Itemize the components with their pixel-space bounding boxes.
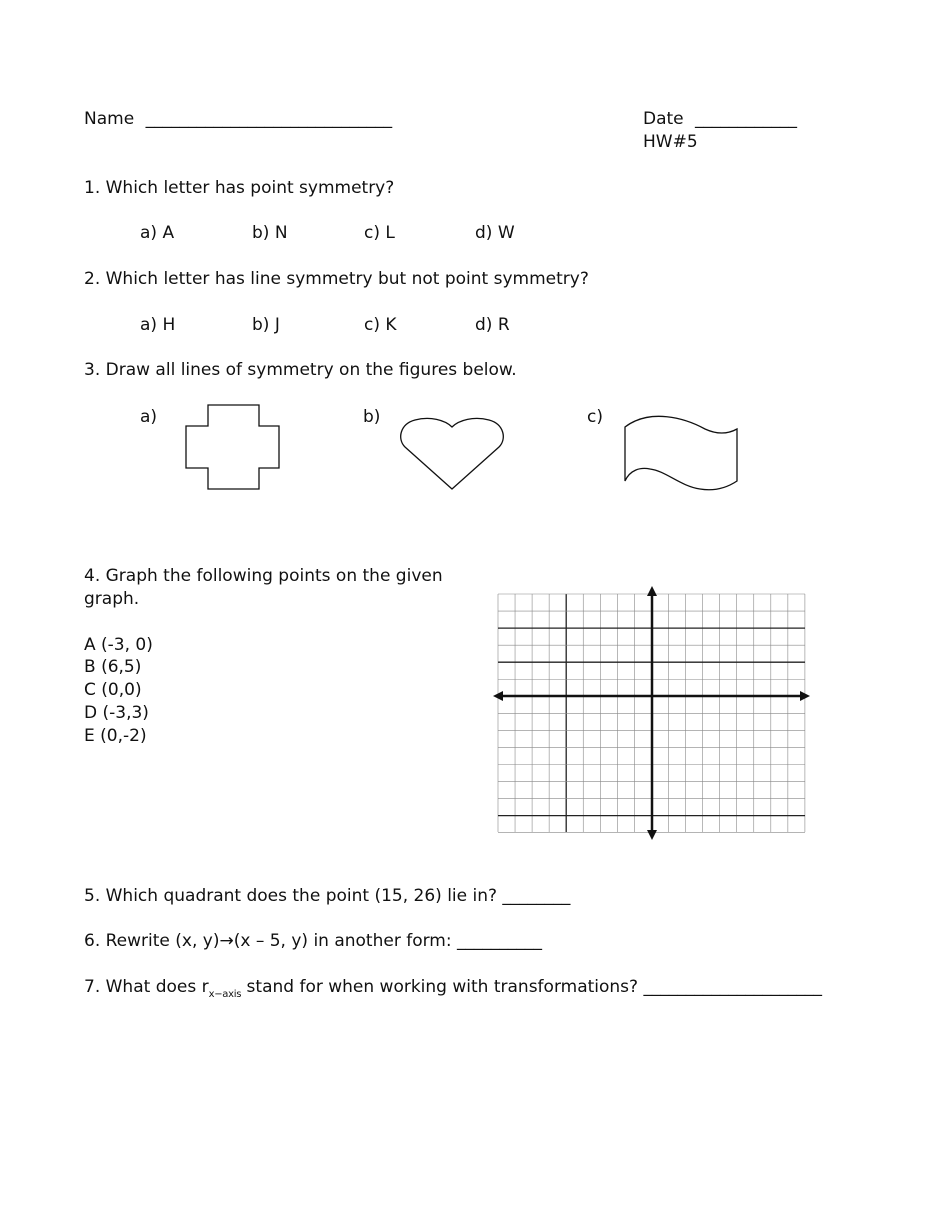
q2-choice-b[interactable]: b) J xyxy=(252,315,280,335)
date-blank[interactable]: ____________ xyxy=(695,109,798,129)
q6-prompt-after: (x – 5, y) in another form: __________ xyxy=(233,931,542,951)
date-label: Date xyxy=(643,109,684,129)
name-label: Name xyxy=(84,109,135,129)
q6-prompt xyxy=(84,930,542,952)
q3-figure-b-label: b) xyxy=(363,407,381,427)
q4-point-b: B (6,5) xyxy=(84,657,142,677)
q5-prompt: 5. Which quadrant does the point (15, 26) lie in? ________ xyxy=(84,886,571,906)
q7-prompt xyxy=(84,976,822,1001)
q2-choice-d[interactable]: d) R xyxy=(475,315,510,335)
q1-prompt: 1. Which letter has point symmetry? xyxy=(84,178,395,198)
q7-subscript: x−axis xyxy=(208,989,242,1000)
maps-to-arrow-icon: → xyxy=(219,931,234,951)
y-axis-arrow-up xyxy=(647,586,657,596)
q1-choice-b[interactable]: b) N xyxy=(252,223,288,243)
q1-choice-c[interactable]: c) L xyxy=(364,223,395,243)
q4-point-c: C (0,0) xyxy=(84,680,142,700)
q2-choice-a[interactable]: a) H xyxy=(140,315,176,335)
q3-figure-a-label: a) xyxy=(140,407,158,427)
name-blank[interactable]: _____________________________ xyxy=(145,109,393,129)
q6-prompt-before: 6. Rewrite (x, y) xyxy=(84,931,220,951)
grid-axes xyxy=(493,586,810,840)
q2-prompt: 2. Which letter has line symmetry but not point symmetry? xyxy=(84,269,589,289)
q2-choice-c[interactable]: c) K xyxy=(364,315,397,335)
q1-choice-a[interactable]: a) A xyxy=(140,223,175,243)
q4-prompt-line1: 4. Graph the following points on the given xyxy=(84,566,443,586)
q4-prompt-line2: graph. xyxy=(84,589,140,609)
q4-point-d: D (-3,3) xyxy=(84,703,149,723)
q7-prompt-after: stand for when working with transformations? _____________________ xyxy=(241,977,822,997)
q7-r-symbol: r xyxy=(201,977,209,997)
y-axis-arrow-down xyxy=(647,830,657,840)
q1-choice-d[interactable]: d) W xyxy=(475,223,515,243)
q3-prompt: 3. Draw all lines of symmetry on the figures below. xyxy=(84,360,517,380)
hw-label: HW#5 xyxy=(643,132,698,152)
q4-point-e: E (0,-2) xyxy=(84,726,147,746)
q7-prompt-before: 7. What does xyxy=(84,977,202,997)
q3-figure-c-label: c) xyxy=(587,407,603,427)
q4-point-a: A (-3, 0) xyxy=(84,635,153,655)
